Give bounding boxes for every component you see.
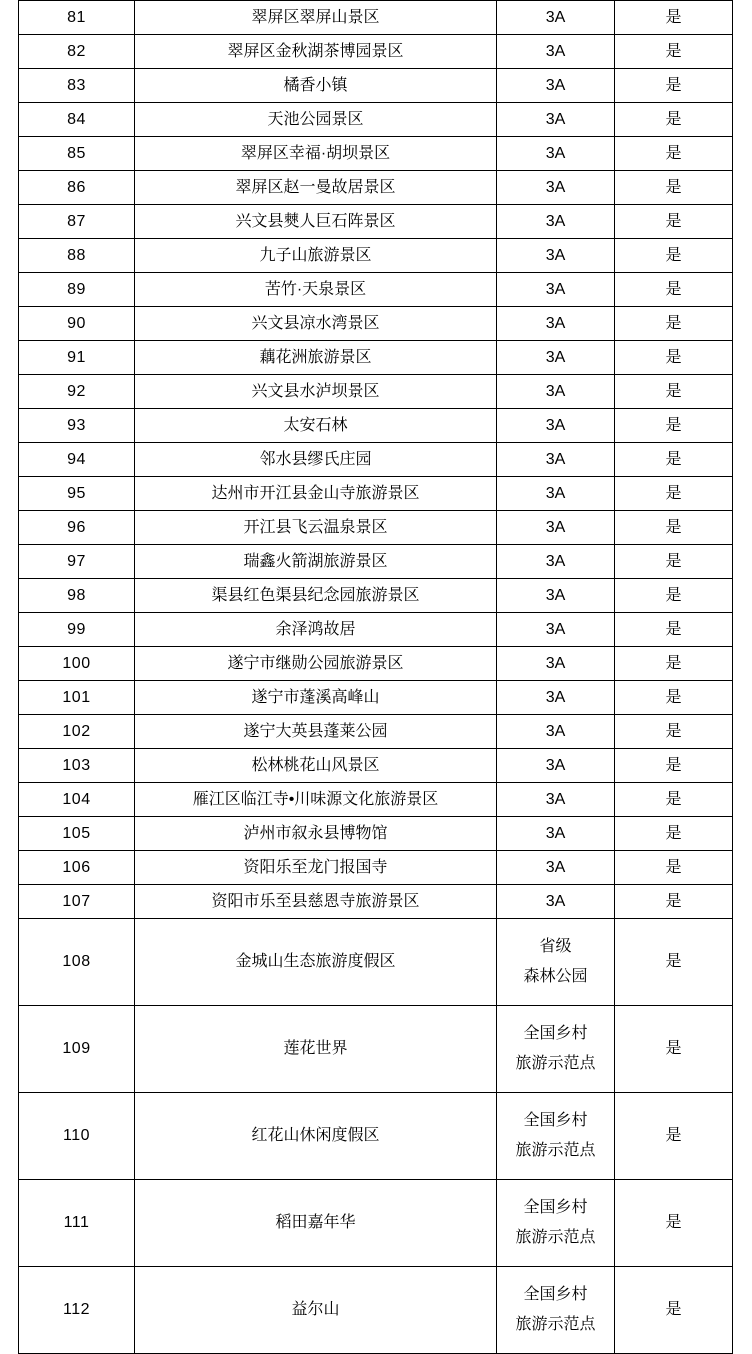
cell-free: 是 <box>615 613 733 647</box>
table-row <box>19 817 733 851</box>
cell-spot-name: 泸州市叙永县博物馆 <box>135 817 497 851</box>
cell-index: 84 <box>19 103 135 137</box>
cell-free: 是 <box>615 511 733 545</box>
table-row <box>19 307 733 341</box>
cell-spot-name: 余泽鸿故居 <box>135 613 497 647</box>
cell-free: 是 <box>615 273 733 307</box>
cell-spot-name: 资阳乐至龙门报国寺 <box>135 851 497 885</box>
cell-level <box>497 1093 615 1180</box>
cell-index: 98 <box>19 579 135 613</box>
table-row <box>19 1267 733 1354</box>
cell-spot-name: 兴文县僰人巨石阵景区 <box>135 205 497 239</box>
table-row <box>19 919 733 1006</box>
cell-spot-name: 益尔山 <box>135 1267 497 1354</box>
table-row <box>19 885 733 919</box>
cell-level: 3A <box>497 273 615 307</box>
cell-free: 是 <box>615 35 733 69</box>
cell-index: 85 <box>19 137 135 171</box>
cell-index: 97 <box>19 545 135 579</box>
table-row <box>19 579 733 613</box>
cell-spot-name: 遂宁市继勋公园旅游景区 <box>135 647 497 681</box>
cell-spot-name: 兴文县水泸坝景区 <box>135 375 497 409</box>
cell-level: 3A <box>497 749 615 783</box>
cell-index: 107 <box>19 885 135 919</box>
table-row <box>19 1093 733 1180</box>
cell-level: 3A <box>497 545 615 579</box>
cell-free: 是 <box>615 103 733 137</box>
cell-spot-name: 苦竹·天泉景区 <box>135 273 497 307</box>
cell-spot-name: 翠屏区金秋湖茶博园景区 <box>135 35 497 69</box>
table-row <box>19 103 733 137</box>
table-row <box>19 171 733 205</box>
table-row <box>19 69 733 103</box>
cell-level-line: 省级 <box>539 937 572 955</box>
cell-spot-name: 渠县红色渠县纪念园旅游景区 <box>135 579 497 613</box>
cell-free: 是 <box>615 171 733 205</box>
cell-index: 92 <box>19 375 135 409</box>
cell-level: 3A <box>497 69 615 103</box>
cell-index: 94 <box>19 443 135 477</box>
cell-free: 是 <box>615 1006 733 1093</box>
cell-index: 103 <box>19 749 135 783</box>
table-row <box>19 647 733 681</box>
cell-spot-name: 达州市开江县金山寺旅游景区 <box>135 477 497 511</box>
cell-level: 3A <box>497 239 615 273</box>
cell-level-line: 全国乡村 <box>523 1198 588 1216</box>
cell-index: 90 <box>19 307 135 341</box>
table-row <box>19 681 733 715</box>
cell-index: 104 <box>19 783 135 817</box>
cell-free: 是 <box>615 1180 733 1267</box>
cell-level: 3A <box>497 613 615 647</box>
cell-index: 109 <box>19 1006 135 1093</box>
table-row <box>19 443 733 477</box>
cell-level-line: 旅游示范点 <box>515 1229 596 1246</box>
cell-free: 是 <box>615 307 733 341</box>
cell-free: 是 <box>615 783 733 817</box>
cell-index: 110 <box>19 1093 135 1180</box>
cell-free: 是 <box>615 749 733 783</box>
cell-index: 91 <box>19 341 135 375</box>
cell-spot-name: 资阳市乐至县慈恩寺旅游景区 <box>135 885 497 919</box>
cell-free: 是 <box>615 341 733 375</box>
cell-spot-name: 邻水县缪氏庄园 <box>135 443 497 477</box>
cell-index: 89 <box>19 273 135 307</box>
table-row <box>19 783 733 817</box>
table-row <box>19 409 733 443</box>
cell-index: 87 <box>19 205 135 239</box>
cell-level: 3A <box>497 579 615 613</box>
cell-level: 3A <box>497 817 615 851</box>
cell-spot-name: 遂宁大英县蓬莱公园 <box>135 715 497 749</box>
cell-free: 是 <box>615 1267 733 1354</box>
cell-spot-name: 橘香小镇 <box>135 69 497 103</box>
cell-spot-name: 稻田嘉年华 <box>135 1180 497 1267</box>
scenic-spot-table <box>18 0 733 1354</box>
cell-level: 3A <box>497 681 615 715</box>
cell-level: 3A <box>497 409 615 443</box>
cell-free: 是 <box>615 919 733 1006</box>
cell-spot-name: 兴文县凉水湾景区 <box>135 307 497 341</box>
table-row <box>19 239 733 273</box>
cell-spot-name: 翠屏区翠屏山景区 <box>135 1 497 35</box>
cell-level: 3A <box>497 1 615 35</box>
table-row <box>19 477 733 511</box>
cell-level: 3A <box>497 307 615 341</box>
cell-level: 3A <box>497 205 615 239</box>
cell-index: 83 <box>19 69 135 103</box>
cell-spot-name: 天池公园景区 <box>135 103 497 137</box>
cell-spot-name: 红花山休闲度假区 <box>135 1093 497 1180</box>
cell-level-line: 全国乡村 <box>523 1285 588 1303</box>
cell-spot-name: 太安石林 <box>135 409 497 443</box>
cell-level: 3A <box>497 375 615 409</box>
cell-spot-name: 九子山旅游景区 <box>135 239 497 273</box>
cell-index: 102 <box>19 715 135 749</box>
cell-index: 93 <box>19 409 135 443</box>
cell-free: 是 <box>615 681 733 715</box>
cell-spot-name: 瑞鑫火箭湖旅游景区 <box>135 545 497 579</box>
cell-level: 3A <box>497 35 615 69</box>
cell-index: 105 <box>19 817 135 851</box>
cell-level-line: 旅游示范点 <box>515 1316 596 1333</box>
cell-index: 95 <box>19 477 135 511</box>
cell-level: 3A <box>497 443 615 477</box>
cell-spot-name: 雁江区临江寺•川味源文化旅游景区 <box>135 783 497 817</box>
table-row <box>19 35 733 69</box>
cell-spot-name: 开江县飞云温泉景区 <box>135 511 497 545</box>
cell-free: 是 <box>615 579 733 613</box>
table-row <box>19 375 733 409</box>
cell-free: 是 <box>615 1 733 35</box>
table-row <box>19 613 733 647</box>
cell-free: 是 <box>615 477 733 511</box>
cell-free: 是 <box>615 545 733 579</box>
cell-index: 111 <box>19 1180 135 1267</box>
cell-index: 82 <box>19 35 135 69</box>
cell-free: 是 <box>615 715 733 749</box>
cell-index: 100 <box>19 647 135 681</box>
cell-level <box>497 1180 615 1267</box>
table-row <box>19 749 733 783</box>
cell-free: 是 <box>615 647 733 681</box>
cell-index: 99 <box>19 613 135 647</box>
cell-index: 88 <box>19 239 135 273</box>
cell-index: 101 <box>19 681 135 715</box>
cell-level-line: 旅游示范点 <box>515 1055 596 1072</box>
table-row <box>19 205 733 239</box>
table-row <box>19 1 733 35</box>
cell-level: 3A <box>497 511 615 545</box>
cell-free: 是 <box>615 1093 733 1180</box>
cell-level: 3A <box>497 851 615 885</box>
cell-level: 3A <box>497 647 615 681</box>
table-row <box>19 851 733 885</box>
cell-level: 3A <box>497 341 615 375</box>
cell-free: 是 <box>615 239 733 273</box>
cell-spot-name: 莲花世界 <box>135 1006 497 1093</box>
cell-spot-name: 松林桃花山风景区 <box>135 749 497 783</box>
table-row <box>19 1180 733 1267</box>
cell-free: 是 <box>615 69 733 103</box>
cell-free: 是 <box>615 443 733 477</box>
cell-free: 是 <box>615 851 733 885</box>
table-row <box>19 1006 733 1093</box>
cell-spot-name: 翠屏区幸福·胡坝景区 <box>135 137 497 171</box>
cell-free: 是 <box>615 375 733 409</box>
cell-spot-name: 藕花洲旅游景区 <box>135 341 497 375</box>
table-row <box>19 715 733 749</box>
cell-level: 3A <box>497 477 615 511</box>
cell-level <box>497 1267 615 1354</box>
cell-spot-name: 金城山生态旅游度假区 <box>135 919 497 1006</box>
cell-level <box>497 919 615 1006</box>
table-row <box>19 545 733 579</box>
cell-free: 是 <box>615 817 733 851</box>
cell-level: 3A <box>497 137 615 171</box>
cell-level: 3A <box>497 103 615 137</box>
cell-level-line: 全国乡村 <box>523 1111 588 1129</box>
cell-index: 81 <box>19 1 135 35</box>
cell-index: 112 <box>19 1267 135 1354</box>
table-row <box>19 341 733 375</box>
cell-spot-name: 翠屏区赵一曼故居景区 <box>135 171 497 205</box>
table-row <box>19 511 733 545</box>
cell-free: 是 <box>615 409 733 443</box>
cell-level: 3A <box>497 715 615 749</box>
cell-index: 106 <box>19 851 135 885</box>
table-body <box>19 1 733 1354</box>
cell-free: 是 <box>615 205 733 239</box>
cell-level: 3A <box>497 885 615 919</box>
cell-index: 96 <box>19 511 135 545</box>
cell-index: 86 <box>19 171 135 205</box>
cell-level-line: 森林公园 <box>523 968 588 985</box>
cell-level-line: 旅游示范点 <box>515 1142 596 1159</box>
cell-spot-name: 遂宁市蓬溪高峰山 <box>135 681 497 715</box>
table-row <box>19 273 733 307</box>
cell-free: 是 <box>615 137 733 171</box>
cell-level-line: 全国乡村 <box>523 1024 588 1042</box>
cell-level <box>497 1006 615 1093</box>
cell-level: 3A <box>497 171 615 205</box>
cell-free: 是 <box>615 885 733 919</box>
cell-level: 3A <box>497 783 615 817</box>
table-row <box>19 137 733 171</box>
cell-index: 108 <box>19 919 135 1006</box>
